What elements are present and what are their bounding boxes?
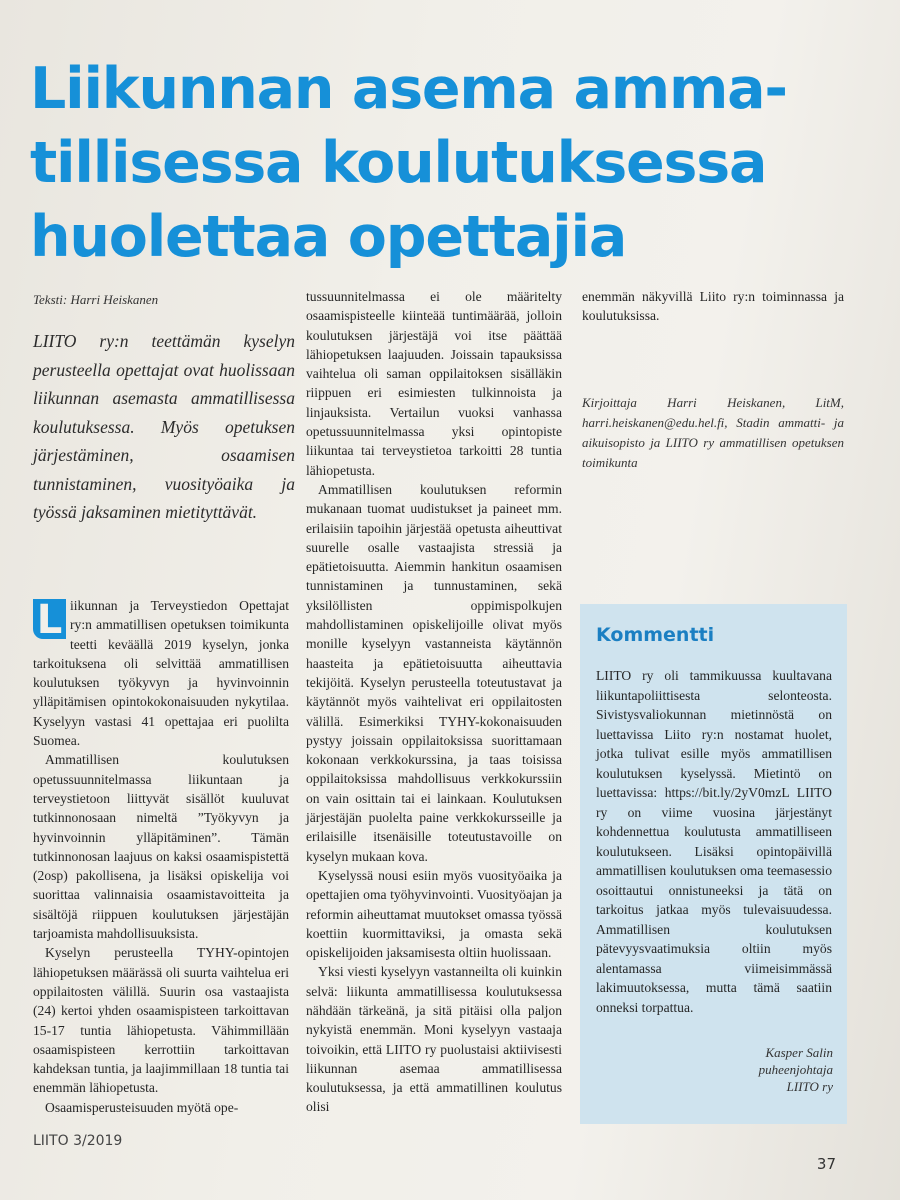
comment-box: [580, 604, 847, 1124]
comment-signature: [633, 1044, 833, 1095]
drop-cap: L: [33, 599, 66, 639]
issue-label: LIITO 3/2019: [33, 1133, 123, 1149]
headline-line-3: huolettaa opettajia: [30, 204, 627, 270]
paragraph: Yksi viesti kyselyyn vastanneilta oli kuinkin selvä: liikunta ammatillisessa koulutuksessa nähdään tärkeänä, ja sitä pitäisi olla paljon nykyistä enemmän. Moni kyselyyn vastaaja toivoikin, että LIITO ry puolustaisi aktiivisesti liikunnan asemaa ammatillisessa koulutuksessa, ja että ammatillinen koulutus olisi: [306, 964, 562, 1115]
headline-line-1: Liikunnan asema amma-: [30, 56, 787, 122]
paragraph: Kyselyn perusteella TYHY-opintojen lähiopetuksen määrässä oli suurta vaihtelua eri oppilaitosten välillä. Suurin osa vastaajista (24) kertoi yhden osaamispisteen tarkoittavan 15-17 tuntia lähiopetusta. Vähimmillään osaamispisteen kerrottiin tarkoittavan kahdeksan tuntia, ja laajimmillaan 18 tuntia tai enemmän lähiopetusta.: [33, 945, 289, 1096]
paragraph: Osaamisperusteisuuden myötä ope-: [45, 1099, 239, 1115]
author-note: Kirjoittaja Harri Heiskanen, LitM, harri.heiskanen@edu.hel.fi, Stadin ammatti- ja aikuisopisto ja LIITO ry ammatillisen opetuksen toimikunta: [582, 395, 844, 470]
signature-org: LIITO ry: [786, 1079, 833, 1094]
paragraph: Ammatillisen koulutuksen opetussuunnitelmassa liikuntaan ja terveystietoon liittyvät sisällöt kuuluvat tutkinnonosaan nimeltä ”Työkyvyn ja hyvinvoinnin ylläpitäminen”. Tämän tutkinnonosan laajuus on kaksi osaamispistettä (2osp) pakollisena, ja lisäksi opiskelija voi suorittaa valinnaisia osaamistavoitteita ja sisältöjä riippuen koulutuksen järjestäjän tarjoamista mahdollisuuksista.: [33, 752, 289, 942]
text-column-2: [306, 287, 562, 1117]
headline-line-2: tillisessa koulutuksessa: [30, 130, 767, 196]
paragraph: [33, 596, 289, 750]
comment-box-title: Kommentti: [596, 624, 715, 646]
paragraph: Ammatillisen koulutuksen reformin mukanaan tuomat uudistukset ja paineet mm. erilaisiin tapoihin järjestää opetusta aiheuttivat suurelle osalle vastaajista stressiä ja epätietoisuutta. Aiemmin hankitun osaamisen tunnistaminen ja tunnustaminen, sekä yksilöllisten oppimispolkujen mahdollistaminen opiskelijoille olivat myös monille kyselyyn vastanneista käytännön haasteita ja epätietoisuutta aiheuttavia tekijöitä. Kyselyn perusteella toteutustavat ja käytännöt myös vaihtelivat eri oppilaitosten välillä. Esimerkiksi TYHY-kokonaisuuden pystyy joissain oppilaitoksissa suorittamaan kokonaan verkkokurssina, ja taas toisissa oppilaitoksissa mahdollisuus verkkokurssiin on vain osittain tai ei lainkaan. Koulutuksen järjestäjän puolelta paine verkkokursseille ja erilaisille itsenäisille toteutustavoille on kyselyn mukaan kova.: [306, 481, 562, 864]
paragraph-text: iikunnan ja Terveystiedon Opettajat ry:n ammatillisen opetuksen toimikunta teetti keväällä 2019 kyselyn, jonka tarkoituksena oli selvittää ammatillisen koulutuksen työkyvyn ja hyvinvoinnin ylläpitämisen opintokokonaisuuden nykytilaa. Kyselyyn vastasi 41 opettajaa eri puolilta Suomea.: [33, 598, 289, 749]
page-number: 37: [816, 1155, 836, 1173]
lead-paragraph: LIITO ry:n teettämän kyselyn perusteella opettajat ovat huolissaan liikunnan asemasta ammatillisessa koulutuksessa. Myös opetuksen järjestäminen, osaamisen tunnistaminen, vuosityöaika ja työssä jaksaminen mietityttävät.: [33, 331, 295, 522]
paragraph: enemmän näkyvillä Liito ry:n toiminnassa ja koulutuksissa.: [582, 289, 844, 324]
comment-box-body: LIITO ry oli tammikuussa kuultavana liikuntapoliittisesta selonteosta. Sivistysvaliokunnan mietinnöstä on luettavissa Liito ry:n nostamat huolet, jotka tulivat esille myös ammatillisen koulutuksen kyselyssä. Mietintö on luettavissa: https://bit.ly/2yV0mzL LIITO ry on viime vuosina järjestänyt kohdennettua koulutusta ammatilliseen koulutukseen. Lisäksi opintopäivillä ammatillisen koulutuksen oma teemasessio osoittautui onnistuneeksi ja tätä on tarkoitus jatkaa myös tulevaisuudessa. Ammatillisen koulutuksen pätevyysvaatimuksia oltiin myös alentamassa viimeisimmässä lakimuutoksessa, mutta tämä saatiin onneksi torpattua.: [596, 668, 832, 1015]
article-headline: [30, 52, 890, 274]
paragraph: tussuunnitelmassa ei ole määritelty osaamispisteelle kiinteää tuntimäärää, jolloin koulutuksen järjestäjä voi itse päättää lähiopetuksen laajuuden. Joissain tapauksissa vaihtelua oli saman oppilaitoksen sisälläkin riippuen eri esimiesten tulkinnoista ja linjauksista. Vertailun vuoksi vanhassa opetussuunnitelmassa yksi opintopiste liikuntaa tai terveystietoa tarkoitti 28 tuntia lähiopetusta.: [306, 289, 562, 478]
byline: Teksti: Harri Heiskanen: [33, 292, 159, 307]
text-column-1: [33, 596, 289, 1117]
signature-name: Kasper Salin: [765, 1045, 833, 1060]
signature-role: puheenjohtaja: [758, 1062, 833, 1077]
paragraph: Kyselyssä nousi esiin myös vuosityöaika ja opettajien oma työhyvinvointi. Vuosityöajan ja reformin aiheuttamat muutokset omassa työssä koettiin kuormittaviksi, ja omasta sekä opiskelijoiden jaksamisesta oltiin huolissaan.: [306, 867, 562, 961]
text-column-3: [582, 287, 844, 326]
